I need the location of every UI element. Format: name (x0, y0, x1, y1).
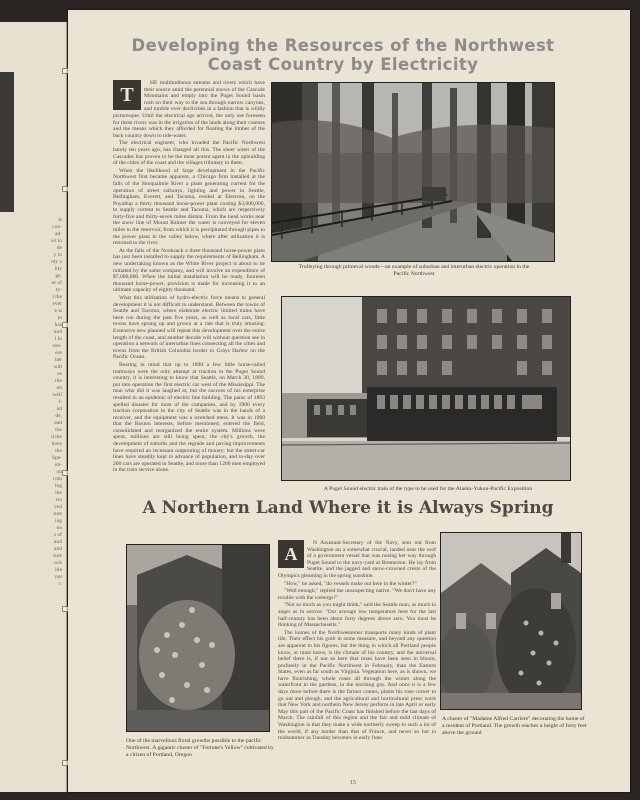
previous-page-line-fragment: ock (54, 560, 62, 566)
page-headline: Developing the Resources of the Northwest Coast Country by Electricity (131, 36, 555, 74)
article-body-always-spring (278, 540, 436, 774)
previous-page-line-fragment: sure (52, 553, 62, 559)
previous-page-line-fragment: the (55, 448, 62, 454)
previous-page-line-fragment: has (54, 322, 62, 328)
photo-madame-alfred-carriere (440, 532, 582, 710)
previous-page-line-fragment: not (54, 574, 62, 580)
article-paragraph: HE multitudinous streams and rivers which have their source amid the perennial snows of the Cascade Mountains and empty into the Puget Sound basin rush on their way to the sea through narrow canyons, and tumble over declivities in a fashion that is wildly picturesque. Until the electrical age arrived, the only use foreseen for these rivers was in the irrigation of the lands along their courses and the means which they afforded for floating the timber of the back country down to tide-water. (113, 80, 265, 139)
previous-page-line-fragment: ing (54, 483, 62, 489)
previous-page-line-fragment: ever (52, 301, 62, 307)
previous-page-fragment (0, 22, 67, 792)
previous-page-line-fragment: ls (58, 217, 62, 223)
article-paragraph: When the likelihood of large development in the Pacific Northwest first became apparent, a Chicago firm installed at the falls of the Snoqualmie River a plant generating current for the operation of street railways, lighting and power in Seattle, Bellingham, Everett, and Tacoma, eroded at Electron, on the Puyallup a thirty thousand horse-power plant costing $3,000,000, to supply current to Seattle and Tacoma, which are respectively forty-five and thirty-seven miles distant. From the head works near the snow line of Mount Rainier the water is conveyed for eleven miles to the reservoir, from which it is precipitated through pipes to the power plant in the valley below, where after utilization it is returned to the river. (113, 167, 265, 247)
previous-page-line-fragment: on (56, 469, 62, 475)
previous-page-line-fragment: ad- (54, 231, 62, 237)
previous-page-line-fragment: well (52, 392, 62, 398)
previous-page-line-fragment: wt to (50, 238, 62, 244)
drop-cap: A (278, 540, 304, 568)
previous-page-line-fragment: nd (56, 406, 62, 412)
previous-page-line-fragment: d the (51, 434, 62, 440)
article-body-electricity (113, 80, 265, 510)
previous-page-line-fragment: de (56, 245, 62, 251)
article-paragraph: The homes of the Northwesterner transports many kinds of plant life. Their effect his guilt in some measure, and beyond any question are apparent to his figures, but the thing in which all Portland people know, or must know, is the climate of his country, and the universal belief there is, if not so here that roses have been seen in bloom, profusely in the Pacific Northwest in February, than the Eastern States, even as far south as Virginia. Vegetation here, as is shown, we have flourishing, whole roses all through the winter along the waterfront in the gardens, in the morning gay. And once it is a few days more before there is the farmer comes, plants his rose corner to go out and plough, and the agricultural and horticultural press work that New York and northern New Jersey perform in late April or early May this part of the Pacific Coast has finished before the last days of March. The rainfall of this region and the fair and mild climate of Washington is that they make a wide northerly sweep to such a lot of the world, if any harder than that of France, and never so hot in midsummer as Tuesday becomes in early June. (278, 629, 436, 742)
previous-page-text-fragments (2, 217, 62, 588)
caption-madame-alfred-carriere: A cluster of "Madame Alfred Carriere" decorating the home of a resident of Portland. The growth reaches a height of forty feet above the ground (442, 716, 587, 736)
house-roses-image (441, 533, 581, 709)
previous-page-line-fragment: and (54, 539, 62, 545)
previous-page-line-fragment: ture (53, 511, 62, 517)
previous-page-photo-fragment (0, 72, 14, 212)
previous-page-line-fragment: ere (55, 350, 62, 356)
previous-page-line-fragment: r. (59, 581, 62, 587)
previous-page-line-fragment: l the (52, 294, 62, 300)
article-paragraph: N Assistant-Secretary of the Navy, sent out from Washington on a somewhat crucial, landed near the roof of a government vessel that was nosing her way through Puget Sound to the navy-yard at Bremerton. He lay from Seattle, and the jagged and snow-crowned crests of the Olympics gleaming in the spring sunshine. (278, 540, 436, 579)
article-paragraph: What this utilization of hydro-electric force means to general development it is not difficult to understand. Between the towns of Seattle and Tacoma, where elaborate electric limited trains have been run during the past five years, as well as local cars, little towns have sprung up and grown at a rate that is truly amazing. Extensive new planned will repeat this development over the entire length of the coast, and another decade will without question see in operation a network of interurban lines connecting all the cities and towns from the British Columbia border to Grays Harbor on the Pacific Ocean. (113, 295, 265, 361)
previous-page-line-fragment: her (54, 357, 62, 363)
electric-train-image (282, 297, 570, 480)
article-paragraph: "Well enough," replied the unsuspecting native. "We don't have any trouble with the icebergs?" (278, 588, 436, 601)
previous-page-line-fragment: tile (54, 378, 62, 384)
previous-page-line-fragment: s of (53, 532, 62, 538)
photo-forest-trolley (271, 82, 555, 262)
rose-cluster-image (127, 545, 269, 731)
previous-page-line-fragment: ty- (55, 287, 62, 293)
article-paragraph: The electrical engineer, who invaded the Pacific Northwest barely ten years ago, has changed all this. The sheer water of the Cascades has proven to be the most potent agent in the upbuilding of the cities of the coast and the villages tributary to them. (113, 140, 265, 167)
previous-page-line-fragment: ble (55, 567, 62, 573)
article-paragraph: "Not so much as you might think," said the Seattle man, as much in anger as in sorrow. "Our average low temperature here for the last half-century has been about forty degrees above zero. You must be thinking of Massachusetts." (278, 602, 436, 629)
previous-page-line-fragment: ead (54, 420, 62, 426)
previous-page-line-fragment: lity (54, 266, 62, 272)
previous-page-line-fragment: the (55, 427, 62, 433)
caption-forest-trolley: Trolleying through primeval woods—an example of suburban and interurban electric operation in the Pacific Northwest (298, 264, 530, 277)
previous-page-line-fragment: Spe- (51, 455, 62, 461)
previous-page-line-fragment: on (56, 525, 62, 531)
photo-electric-train (281, 296, 571, 481)
previous-page-line-fragment: on- (54, 462, 62, 468)
previous-page-line-fragment: e is (54, 308, 62, 314)
photo-fortunes-yellow-roses (126, 544, 270, 732)
previous-page-line-fragment: and (54, 546, 62, 552)
previous-page-line-fragment: to (57, 315, 62, 321)
previous-page-line-fragment: es (57, 371, 62, 377)
article-paragraph: Bearing in mind that up to 1890 a few little horse-railed tramways were the only attempt at traction in the Puget Sound country, it is interesting to know that Seattle, on March 30, 1889, put into operation the first electric car west of the Mississippi. The man who did it was laughed at, but the success of his enterprise resulted in an epidemic of electric line building. The panic of 1893 spelled disaster for most of the companies, and by 1900 every traction corporation in the city of Seattle was in the hands of a receiver, and the equipment was a wretched mess. It was in 1900 that the Boston interests, before mentioned, entered the field, consolidated and reorganized the entire system. Millions were spent, millions are still being spent, the city's growth, the development of suburbs and the regrade and paving improvements have required an incessant outpouring of money; but the street-car lines have steadily kept in advance of population, and to-day over 200 cars are operated in Seattle, and more than 1200 men employed in the train service alone. (113, 361, 265, 474)
previous-page-line-fragment: de, (55, 413, 62, 419)
section-headline: A Northern Land Where it is Always Spring (142, 498, 554, 518)
previous-page-line-fragment: y to (53, 252, 62, 258)
previous-page-line-fragment: nly a (51, 259, 62, 265)
previous-page-line-fragment: l in (54, 336, 62, 342)
previous-page-line-fragment: and (54, 329, 62, 335)
magazine-page (68, 10, 630, 792)
previous-page-line-fragment: rom (53, 476, 62, 482)
article-paragraph: "How," he asked, "do vessels make out here in the winter?" (284, 580, 417, 587)
previous-page-line-fragment: ing (54, 518, 62, 524)
previous-page-line-fragment: on (56, 385, 62, 391)
previous-page-line-fragment: the (55, 490, 62, 496)
forest-trolley-image (272, 83, 554, 261)
caption-fortunes-yellow: One of the marvellous floral growths possible to the pacific Northwest. A gigantic cluster of "Fortune's Yellow" cultivated by a citizen of Portland, Oregon (126, 738, 274, 758)
drop-cap: T (113, 80, 141, 110)
article-paragraph: At the falls of the Nooksack a three thousand horse-power plant has just been installed to supply the requirements of Bellingham. A new undertaking known as the White River project is about to be initiated by the same company, and will involve an expenditure of $7,000,000. When the initial installation will be ready, fourteen thousand horse-power, provision is made for increasing it to an ultimate capacity of eighty thousand. (113, 247, 265, 294)
previous-page-line-fragment: l- (58, 399, 62, 405)
caption-electric-train: A Puget Sound electric train of the type to be used for the Alaska-Yukon-Pacific Exposition (323, 486, 533, 492)
previous-page-line-fragment: sult (54, 364, 62, 370)
previous-page-line-fragment: ers (55, 497, 62, 503)
previous-page-line-fragment: son- (52, 343, 62, 349)
previous-page-line-fragment: ved (54, 504, 62, 510)
previous-page-line-fragment: con- (52, 224, 62, 230)
previous-page-line-fragment: or of (51, 280, 62, 286)
page-number: 15 (350, 780, 356, 786)
previous-page-line-fragment: have (51, 441, 62, 447)
previous-page-line-fragment: ge. (55, 273, 62, 279)
